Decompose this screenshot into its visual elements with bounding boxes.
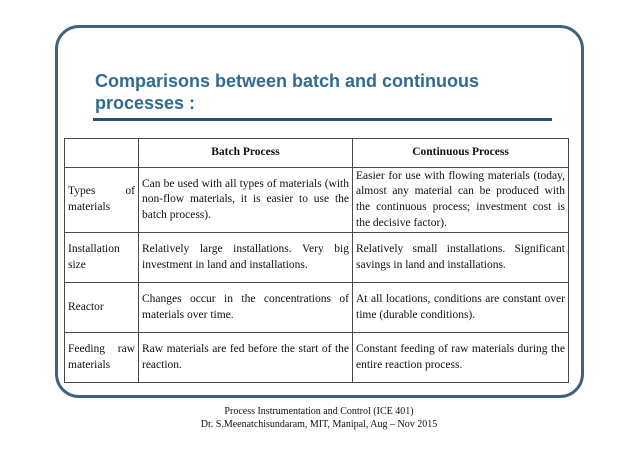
comparison-table xyxy=(64,138,569,383)
continuous-cell: Easier for use with flowing materials (today, almost any material can be produced with the continuous process; investment cost is the decisive factor). xyxy=(353,168,569,233)
table-row xyxy=(65,168,569,233)
continuous-cell: At all locations, conditions are constant over time (durable conditions). xyxy=(353,283,569,333)
continuous-cell: Relatively small installations. Significant savings in land and installations. xyxy=(353,233,569,283)
batch-cell: Changes occur in the concentrations of materials over time. xyxy=(139,283,353,333)
table-row xyxy=(65,233,569,283)
batch-cell: Relatively large installations. Very big investment in land and installations. xyxy=(139,233,353,283)
footer-course: Process Instrumentation and Control (ICE 401) xyxy=(224,406,414,417)
header-continuous-process: Continuous Process xyxy=(353,139,569,168)
batch-cell: Raw materials are fed before the start of the reaction. xyxy=(139,333,353,383)
table-row xyxy=(65,333,569,383)
slide-footer xyxy=(0,405,638,431)
title-underline xyxy=(93,118,552,121)
header-cell-empty xyxy=(65,139,139,168)
row-label: Reactor xyxy=(65,283,139,333)
batch-cell: Can be used with all types of materials (with non-flow materials, it is easier to use the batch process). xyxy=(139,168,353,233)
row-label: Installation size xyxy=(65,233,139,283)
continuous-cell: Constant feeding of raw materials during the entire reaction process. xyxy=(353,333,569,383)
table-header-row xyxy=(65,139,569,168)
footer-author: Dr. S.Meenatchisundaram, MIT, Manipal, Aug – Nov 2015 xyxy=(200,419,438,430)
slide-title: Comparisons between batch and continuous processes : xyxy=(95,71,480,113)
table-row xyxy=(65,283,569,333)
row-label: Types of materials xyxy=(65,168,139,233)
row-label: Feeding raw materials xyxy=(65,333,139,383)
header-batch-process: Batch Process xyxy=(139,139,353,168)
